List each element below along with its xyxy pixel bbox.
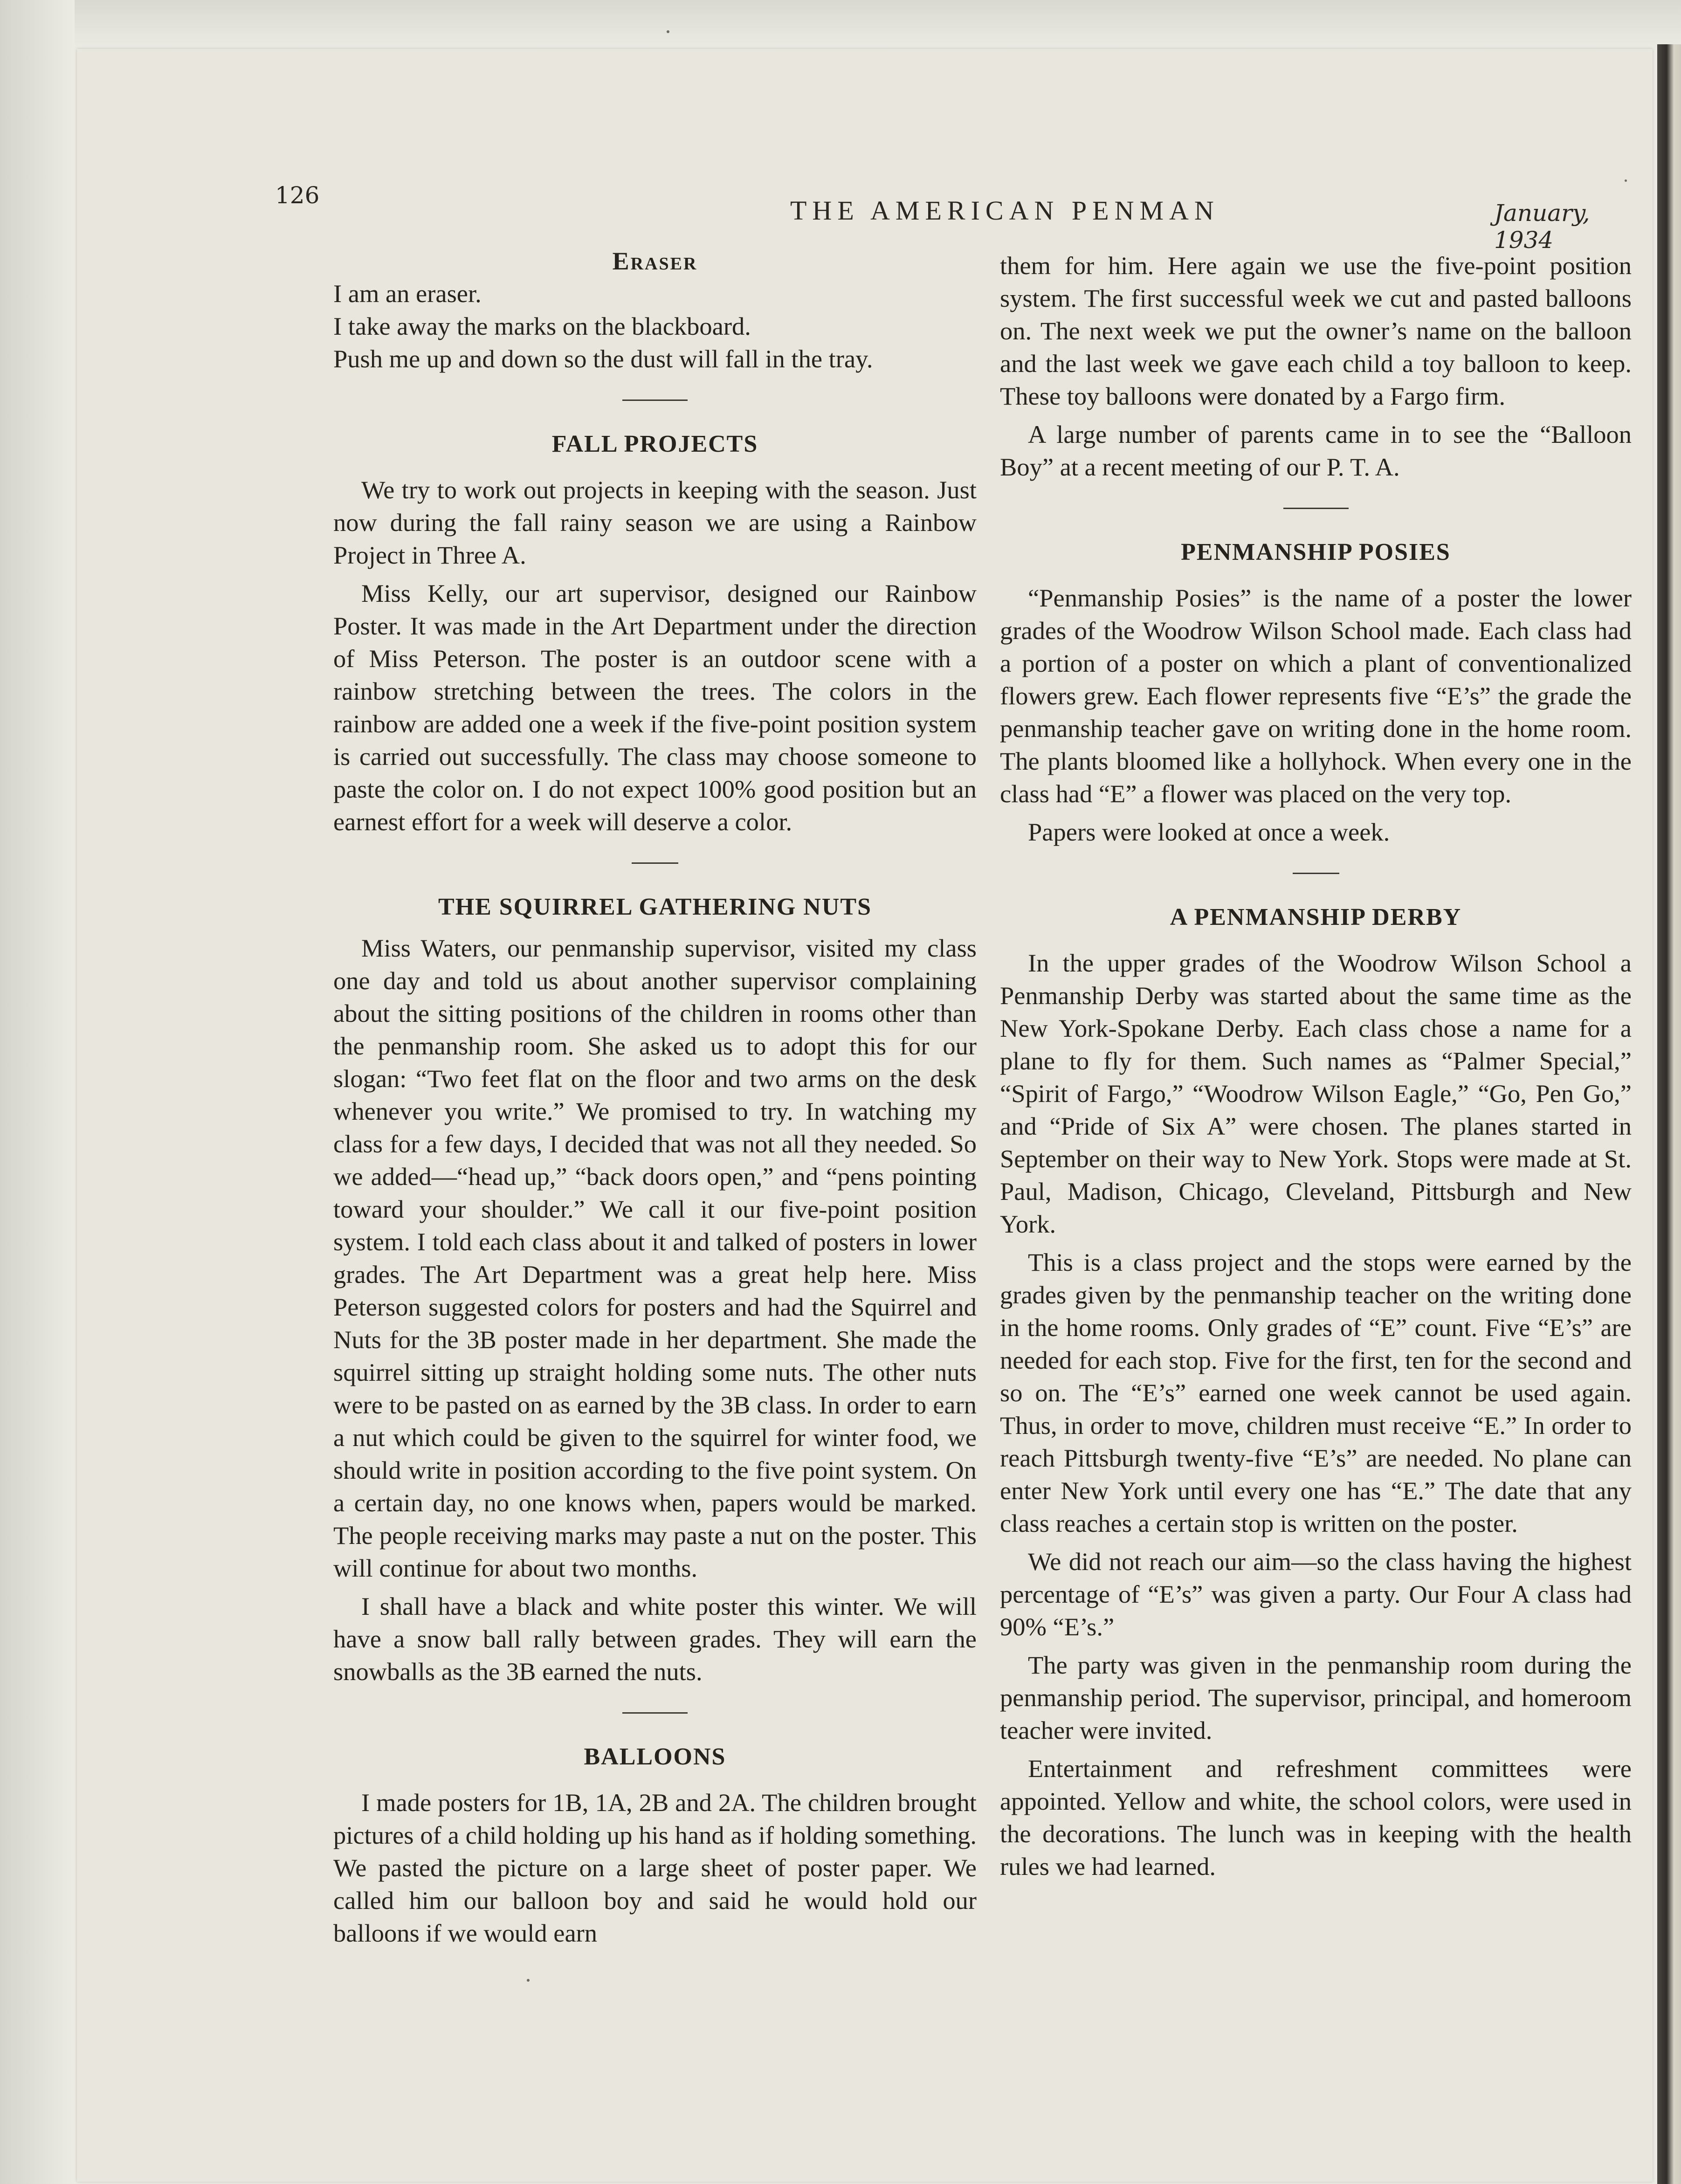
- article-paragraph: We did not reach our aim—so the class having the highest percentage of “E’s” was given a party. Our Four A class had 90% “E’s.”: [1000, 1547, 1632, 1641]
- issue-date: January, 1934: [1494, 200, 1590, 254]
- article-paragraph: A large number of parents came in to see the “Balloon Boy” at a recent meeting of our P. T. A.: [1000, 420, 1632, 481]
- eraser-poem: [333, 245, 977, 375]
- magazine-page: [77, 49, 1653, 2182]
- scan-background-left: [0, 0, 75, 2184]
- article-paragraph: The party was given in the penmanship room during the penmanship period. The supervisor, principal, and homeroom teacher were invited.: [1000, 1651, 1632, 1744]
- article-paragraph: We try to work out projects in keeping with the season. Just now during the fall rainy season we are using a Rainbow Project in Three A.: [333, 475, 977, 569]
- squirrel-article: [333, 891, 977, 1688]
- page-number: 126: [275, 182, 320, 209]
- article-paragraph: I made posters for 1B, 1A, 2B and 2A. The children brought pictures of a child holding up his hand as if holding something. We pasted the picture on a large sheet of poster paper. We called him our balloon boy and said he would hold our balloons if we would earn: [333, 1788, 977, 1947]
- right-column: [1000, 249, 1632, 1883]
- poem-line: I am an eraser.: [333, 279, 482, 308]
- article-paragraph: Miss Kelly, our art supervisor, designed our Rainbow Poster. It was made in the Art Department under the direction of Miss Peterson. The poster is an outdoor scene with a rainbow stretching between the trees. The colors in the rainbow are added one a week if the five-point position system is carried out successfully. The class may choose someone to paste the color on. I do not expect 100% good position but an earnest effort for a week will deserve a color.: [333, 579, 977, 836]
- eraser-title: Eraser: [612, 247, 698, 275]
- scan-background-top: [0, 0, 1681, 51]
- article-paragraph: Entertainment and refreshment committees were appointed. Yellow and white, the school colors, were used in the decorations. The lunch was in keeping with the health rules we had learned.: [1000, 1754, 1632, 1881]
- paper-speck: [1625, 179, 1627, 182]
- paper-speck: [667, 30, 669, 33]
- section-divider: [622, 400, 688, 401]
- poem-line: I take away the marks on the blackboard.: [333, 312, 751, 340]
- section-divider: [622, 1712, 688, 1714]
- article-paragraph: This is a class project and the stops were earned by the grades given by the penmanship teacher on the writing done in the home rooms. Only grades of “E” count. Five “E’s” are needed for each stop. Five for the first, ten for the second and so on. The “E’s” earned one week cannot be used again. Thus, in order to move, children must receive “E.” In order to reach Pittsburgh twenty-five “E’s” are needed. No plane can enter New York until every one has “E.” The date that any class reaches a certain stop is written on the poster.: [1000, 1248, 1632, 1537]
- article-paragraph: “Penmanship Posies” is the name of a poster the lower grades of the Woodrow Wilson School made. Each class had a portion of a poster on which a plant of conventionalized flowers grew. Each flower represents five “E’s” the grade the penmanship teacher gave on writing done in the home room. The plants bloomed like a hollyhock. When every one in the class had “E” a flower was placed on the very top.: [1000, 584, 1632, 808]
- section-divider: [632, 862, 678, 864]
- next-page-edge: [1657, 44, 1681, 2184]
- balloons-title: BALLOONS: [584, 1743, 726, 1770]
- left-column: [333, 245, 977, 1950]
- derby-article: [1000, 901, 1632, 1883]
- fall-projects-title: FALL PROJECTS: [551, 431, 758, 457]
- article-paragraph: Miss Waters, our penmanship supervisor, visited my class one day and told us about another supervisor complaining about the sitting positions of the children in rooms other than the penmanship room. She asked us to adopt this for our slogan: “Two feet flat on the floor and two arms on the desk whenever you write.” We promised to try. In watching my class for a few days, I decided that was not all they needed. So we added—“head up,” “back doors open,” and “pens pointing toward your shoulder.” We call it our five-point position system. I told each class about it and talked of posters in lower grades. The Art Department was a great help here. Miss Peterson suggested colors for posters and had the Squirrel and Nuts for the 3B poster made in her department. She made the squirrel sitting up straight holding some nuts. The other nuts were to be pasted on as earned by the 3B class. In order to earn a nut which could be given to the squirrel for winter food, we should write in position according to the five point system. On a certain day, no one knows when, papers would be marked. The people receiving marks may paste a nut on the poster. This will continue for about two months.: [333, 934, 977, 1582]
- article-paragraph: In the upper grades of the Woodrow Wilson School a Penmanship Derby was started about the same time as the New York-Spokane Derby. Each class chose a name for a plane to fly for them. Such names as “Palmer Special,” “Spirit of Fargo,” “Woodrow Wilson Eagle,” “Go, Pen Go,” and “Pride of Six A” were chosen. The planes started in September on their way to New York. Stops were made at St. Paul, Madison, Chicago, Cleveland, Pittsburgh and New York.: [1000, 949, 1632, 1238]
- running-header: [77, 131, 1653, 254]
- balloons-article: [333, 1741, 977, 1950]
- posies-article: [1000, 536, 1632, 848]
- poem-line: Push me up and down so the dust will fall in the tray.: [333, 344, 873, 373]
- balloons-continued: [1000, 249, 1632, 483]
- article-paragraph: I shall have a black and white poster this winter. We will have a snow ball rally between grades. They will earn the snowballs as the 3B earned the nuts.: [333, 1592, 977, 1686]
- article-paragraph: Papers were looked at once a week.: [1028, 818, 1390, 846]
- derby-title: A PENMANSHIP DERBY: [1170, 904, 1462, 930]
- posies-title: PENMANSHIP POSIES: [1181, 539, 1451, 565]
- squirrel-title: THE SQUIRREL GATHERING NUTS: [438, 894, 872, 920]
- section-divider: [1293, 873, 1339, 874]
- article-paragraph: them for him. Here again we use the five-point position system. The first successful week we cut and pasted balloons on. The next week we put the owner’s name on the balloon and the last week we gave each child a toy balloon to keep. These toy balloons were donated by a Fargo firm.: [1000, 251, 1632, 410]
- paper-speck: [527, 1979, 530, 1982]
- fall-projects-article: [333, 428, 977, 838]
- section-divider: [1283, 508, 1349, 509]
- journal-title: THE AMERICAN PENMAN: [790, 195, 1219, 226]
